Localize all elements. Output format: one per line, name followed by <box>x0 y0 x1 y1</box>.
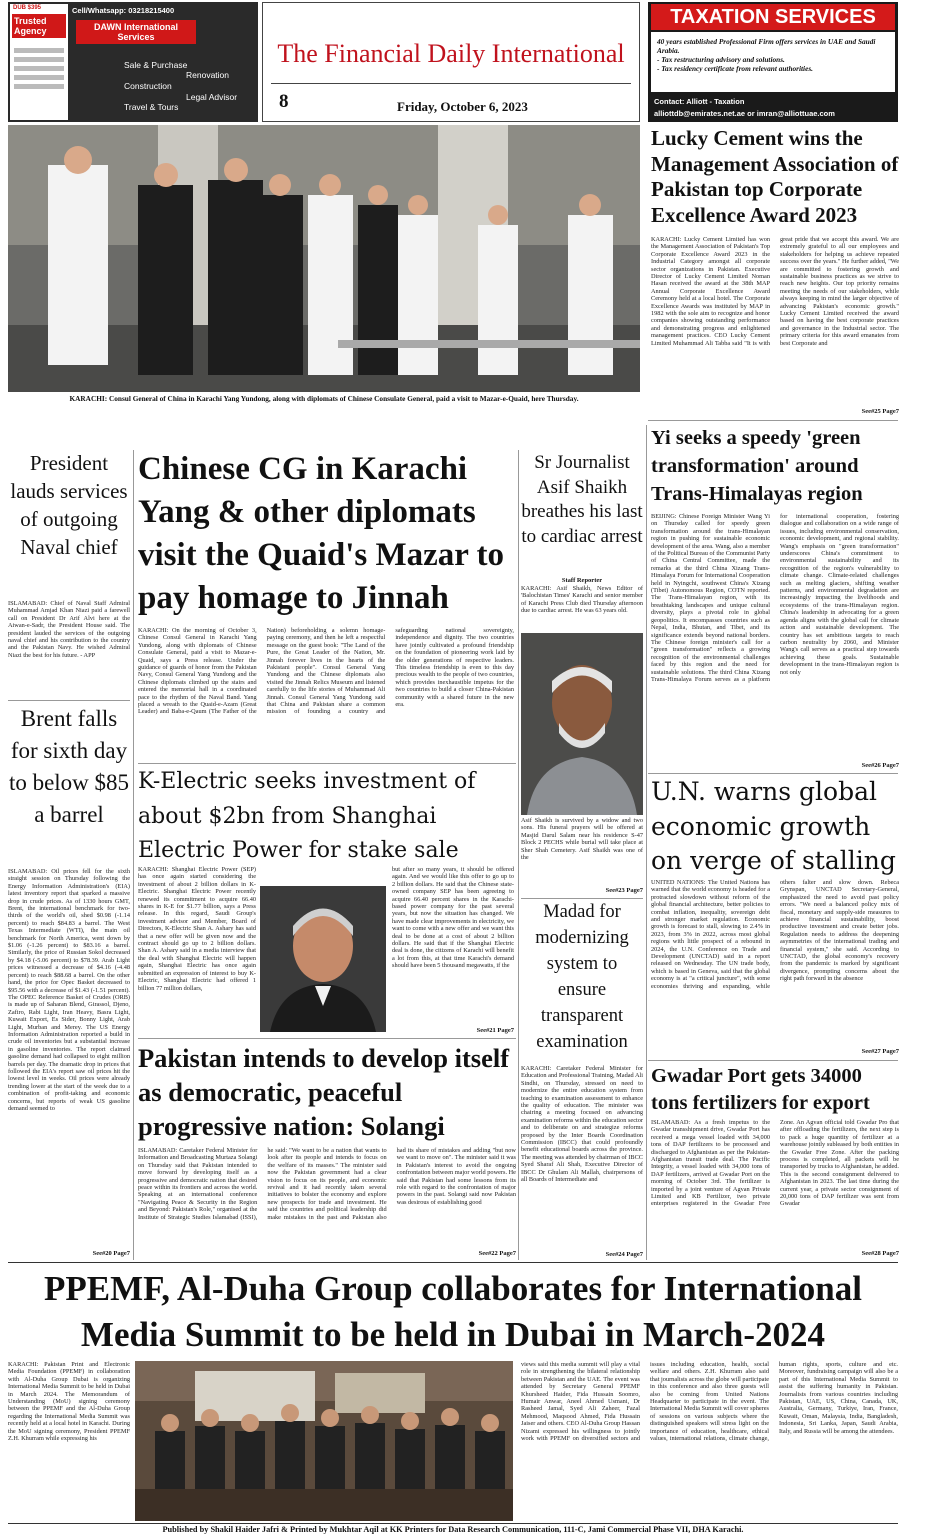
naval-chief-body: ISLAMABAD: Chief of Naval Staff Admiral Muhammad Amjad Khan Niazi paid a farewell call on President Dr Arif Alvi here at the Aiwan-e-Sadr, the President House said. The president lauded the services of the outgoing naval chief and his contribution to the country and the Pakistan Navy. He wished Admiral Niazi the best for his future. - APP <box>8 600 130 659</box>
brent-body: ISLAMABAD: Oil prices fell for the sixth straight session on Thursday following the Energy Information Administration's (EIA) latest inventory report that sparked a massive drop in crude prices. As of 1330 hours GMT, Brent, the international benchmark for two-thirds of the world's oil, shed $0.98 (-1.14 percent) to reach $84.83 a barrel. The West Texas Intermediate (WTI), the main oil benchmark for North America, went down by $1.06 (-1.26 percent) to $83.16 a barrel. Similarly, the price of Russian Sokol decreased by $4.18 (-5.06 percent) to $78.39. Arab Light prices witnessed a decrease of $4.16 (-4.48 percent) to reach $88.68 a barrel. On the other hand, the price for Opec Basket decreased to $95.56 with a decrease of $1.43 (-1.51 percent). The OPEC Reference Basket of Crudes (ORB) is made up of Saharan Blend, Girassol, Djeno, Zafiro, Rabi Light, Iran Heavy, Basra Light, Kuwait Export, Es Sider, Bonny Light, Arab Light, Murban and Merey. The US Energy Information Administration reported a build in crude oil inventories but a substantial increase in gasoline inventories. The report claimed gasoline demand had collapsed to eight million barrels per day. The dramatic drop in prices that followed the EIA's report saw oil prices hit the lowest level in weeks. Oil prices were already trending lower at the start of the week due to a combination of profit-taking and economic concerns, but reports of weak US gasoline demand seemed to <box>8 868 130 1112</box>
chinese-cg-body: KARACHI: On the morning of October 3, Chinese Consul General in Karachi Yang Yundong, along with diplomats of Chinese Consulate General, paid a visit to Mazar-e-Quaid, says a Press release. Under the guidance of guards of honor from the Pakistan Navy, Consul General Yang Yundong and the Chinese diplomats climbed up the stairs and entered the memorial hall in a coordinated pace to the rhythm of the Naval Band. Yang placed a wreath to the Quaid-e-Azam (Great Leader) and Baba-e-Qaum (The Father of the Nation) beforeholding a solemn homage-paying ceremony, and then he left a respectful message on the guest book: "The Land of the Pure, the Great Leader of the Nation, Mr. Jinnah forever lives in the hearts of the Pakistani people". Consul General Yang Yundong and the Chinese diplomats also visited the Jinnah Relics Museum and listened carefully to the life stories of Muhammad Ali Jinnah. Consul General Yang Yundong said that China and Pakistan share a common mission of founding a country and safeguarding national sovereignty, independence and dignity. The two countries have jointly cultivated a profound friendship on the foundation of pioneering work laid by the older generations of respective leaders. This timeless friendship is even to this day precious wealth to the people of two countries, which provides inexhaustible impetus for the two countries to build a closer China-Pakistan community with a shared future in the new era. <box>138 627 514 716</box>
solangi-headline: Pakistan intends to develop itself as democratic, peaceful progressive nation: Solangi <box>138 1043 510 1141</box>
divider <box>8 700 130 701</box>
k-electric-headline: K-Electric seeks investment of about $2bn from Shanghai Electric Power for stake sale <box>138 769 476 863</box>
ad-whatsapp-contact: Cell/Whatsapp: 03218215400 <box>72 6 175 15</box>
main-photo-diplomats <box>8 125 640 392</box>
portrait-illustration <box>521 633 643 815</box>
newspaper-title: The Financial Daily International <box>277 39 625 68</box>
tax-line-3: - Tax residency certificate from relevant authorities. <box>657 64 813 73</box>
ad-contact-icons <box>14 48 64 89</box>
ppemf-body-right: views said this media summit will play a vital role in strengthening the bilateral relationship between Pakistan and the UAE. The event was attended by Secretary General PPEMF Khursheed Haider, Fida Hussain Soomro, Humair Anwar, Aneel Ahmed Usmani, Dr Rasheed Jamal, Syed Ali Zaheer, Fazal Mehmood, Maqsood Ahmed, Fida Hussain Jaiser and others. CEO Al-Duha Group Hassan Nizami expressed his willingness to jointly work with PPEMF on diversified sectors and issues including education, health, social welfare and others. Z.H. Khurram also said that journalists across the globe will participate in this conference and also three guests will also be coming from United Nations Headquarter to participate in the event. The International Media Summit will cover spheres of sessions on various subjects where the distinguished speakers will stress light on the importance of education, healthcare, ethical values, international relations, climate change, human rights, sports, culture and etc. Moreover, fundraising campaign will also be a part of this International Media Summit to assist the suffering humanity in Pakistan. Journalists from various countries including Pakistan, UAE, US, China, Canada, UK, Australia, Germany, Turkiye, Iran, France, Kuwait, Oman, Malaysia, India, Bangladesh, Indonesia, Sri Lanka, Japan, Saudi Arabia, Italy, and Russia will be among the attendees. <box>521 1361 898 1443</box>
ad-taxation-services[interactable] <box>648 2 898 122</box>
main-photo-caption: KARACHI: Consul General of China in Karachi Yang Yundong, along with diplomats of Chinese Consulate General, paid a visit to Mazar-e-Quaid, here Thursday. <box>69 394 579 403</box>
yi-headline: Yi seeks a speedy 'green transformation' around Trans-Himalayas region <box>651 427 863 505</box>
ad-service-3: Construction <box>124 81 172 91</box>
ad-service-2: Renovation <box>186 70 230 80</box>
un-body: UNITED NATIONS: The United Nations has warned that the world economy is headed for a protracted slowdown without reform of the global financial architecture, better policies to combat inflation, inequality, sovereign debt and stronger market regulation. Economic growth is forecast to stall, slowing to 2.4% in 2023, from 3% in 2022, across most global regions with little prospect of a rebound in 2024, the U.N. Conference on Trade and Development (UNCTAD) said in a report released on Wednesday. The UN trade body, which is based in Geneva, said that the global economy is at "a critical juncture", with some economies thriving and expanding, while others falter and slow down. Rebeca Grynspan, UNCTAD Secretary-General, emphasized the need to avoid past policy errors. "We need a balanced policy mix of fiscal, monetary and supply-side measures to achieve financial sustainability, boost productive investment and create better jobs. Regulation needs to address the deepening asymmetries of the international trading and financial system," she said. According to UNCTAD, the global economy's recovery from the pandemic is marked by significant divergence, prompting concerns about the right path forward in the absence <box>651 879 899 990</box>
divider <box>8 1262 898 1263</box>
journalist-asif-shaikh-photo <box>521 633 643 815</box>
tax-line-1: 40 years established Professional Firm offers services in UAE and Saudi Arabia. <box>657 37 876 55</box>
ad-brand-box <box>10 4 68 120</box>
journalist-byline: Staff Reporter <box>561 577 603 584</box>
ad-brand-name: Trusted Agency <box>12 14 66 38</box>
solangi-body: ISLAMABAD: Caretaker Federal Minister for Information and Broadcasting Murtaza Solangi on Thursday said that Pakistan intended to move forward by developing itself as a progressive and democratic nation that desired peace within its frontiers and across the world. Speaking at an international conference "Navigating Peace & Security in the Region and Beyond: Pakistan's Role," organised at the Institute of Strategic Studies Islamabad (ISSI), he said: "We want to be a nation that wants to look after its people and intends to focus on the welfare of its masses." The minister said now the Pakistan government had a clear vision to focus on its people, and economic revival and it had recently taken several initiatives to bolster the economy and explore new prospects for trade and investment. He said the countries and political leadership did make mistakes in the past and Pakistan also had its share of mistakes and adding "but now we want to move on". The minister said it was in Pakistan's interest to avoid the ongoing confrontation between major world powers. He said that Pakistan had some lessons from its role with regard to the confrontation of major powers in the past. Solangi said now Pakistan was desirous of establishing good <box>138 1147 516 1221</box>
ad-service-4: Legal Advisor <box>186 92 238 102</box>
ad-price-tag: DUB $395 <box>13 5 42 11</box>
journalist-continued: See#23 Page7 <box>605 887 643 894</box>
tax-email[interactable]: alliottdb@emirates.net.ae or imran@alliottuae.com <box>654 109 835 118</box>
ad-service-1: Sale & Purchase <box>124 60 188 70</box>
gwadar-headline: Gwadar Port gets 34000 tons fertilizers for export <box>651 1065 870 1114</box>
un-continued: See#27 Page7 <box>861 1048 899 1055</box>
k-electric-continued: See#21 Page7 <box>476 1027 514 1034</box>
k-electric-advisor-photo <box>260 886 386 1032</box>
divider <box>8 1523 898 1524</box>
ppemf-headline-line-1: PPEMF, Al-Duha Group collaborates for International <box>44 1269 862 1308</box>
journalist-body-continued: Asif Shaikh is survived by a widow and two sons. His funeral prayers will be offered at Masjid Darul Salam near his residence S-47 Block 2 PECHS while burial will take place at Sher Shah Cemetery. Asif Shaikh was one of the <box>521 817 643 862</box>
gwadar-continued: See#28 Page7 <box>861 1250 899 1257</box>
ppemf-mou-signing-photo <box>135 1361 513 1521</box>
divider <box>648 420 898 421</box>
k-electric-body-a: KARACHI: Shanghai Electric Power (SEP) has once again started considering the investment of about 2 billion dollars in K-Electric. Shanghai Electric Power recently renewed its commitment to acquire 66.40 shares in K-E for $1.77 billion, says a Press release. In this regard, Saudi Group's investment advisor and Member, Board of Directors, K-Electric Shan A. Ashary has said that a new offer will be given now and the contract should go up to 2 billion dollars. Shan A. Ashary said in a media interview that the deal with Shanghai Electric will happen again, Shanghai Electric has once again submitted an expression of interest to buy K-Electric, Shanghai Electric had offered 1 billion 77 million dollars, <box>138 866 256 992</box>
divider <box>648 1060 898 1061</box>
solangi-continued: See#22 Page7 <box>478 1250 516 1257</box>
portrait-illustration <box>260 886 386 1032</box>
page-number: 8 <box>279 91 289 112</box>
diplomats-photo-illustration <box>8 125 640 392</box>
divider <box>648 773 898 774</box>
divider <box>518 450 519 1260</box>
yi-continued: See#26 Page7 <box>861 762 899 769</box>
naval-chief-headline: President lauds services of outgoing Naval chief <box>10 451 128 559</box>
tax-title: TAXATION SERVICES <box>651 4 895 30</box>
yi-body: BEIJING: Chinese Foreign Minister Wang Yi on Thursday called for speedy green transformation around the trans-Himalayan region in pushing for sustainable economic development of the area. Wang, also a member of the Political Bureau of the Communist Party of China Central Committee, made the remarks at the third China Xizang Trans-Himalaya Forum for International Cooperation held in Nyingchi, southwest China's Xizang (Tibet) Autonomous Region, COTN reported. The Trans-Himalayan region, with its breathtaking landscapes and unique cultural diversity, plays a pivotal role in global geopolitics. It encompasses countries such as Nepal, India, Bhutan, and Tibet, and its significance extends beyond national borders. The Chinese foreign minister's call for a "green transformation" reflects a growing recognition of the environmental challenges faced by this region and the need for sustainable solutions. The third China Xizang Trans-Himalaya Forum serves as a platform for international cooperation, fostering dialogue and collaboration on a wide range of issues, including environmental conservation, economic development, and regional stability. Wang's emphasis on "green transformation" underscores China's commitment to environmental sustainability and its recognition of the region's vulnerability to climate change. Climate-related challenges such as melting glaciers, shifting weather patterns, and environmental degradation are increasingly impacting the livelihoods and ecosystems of the trans-Himalayan region. China's leadership in advocating for a green agenda aligns with the global call for climate action and sustainable development. The country has set ambitious targets to reach carbon neutrality by 2060, and Minister Wang's call serves as a practical step towards achieving these goals. Sustainable development in the trans-Himalayan region is not only <box>651 513 899 683</box>
tax-contact: Contact: Alliott - Taxation <box>654 97 745 106</box>
lucky-cement-headline: Lucky Cement wins the Management Association of Pakistan top Corporate Excellence Award 2023 <box>651 126 899 227</box>
madad-headline: Madad for modernizing system to ensure transparent examination <box>535 902 629 1052</box>
journalist-body: KARACHI: Asif Shaikh, News Editor of 'Balochistan Times' Karachi and senior member of Karachi Press Club died Thursday afternoon due to cardiac arrest. He was 63 years old. <box>521 585 643 615</box>
brent-continued: See#20 Page7 <box>92 1250 130 1257</box>
divider <box>646 425 647 1260</box>
lucky-cement-body: KARACHI: Lucky Cement Limited has won the Management Association of Pakistan's Top Corporate Excellence Award 2023 in the Industrial Category amongst all corporate sector organizations in Pakistan. Executive Director of Lucky Cement Limited Noman Hasan received the award at the 38th MAP Annual Corporate Excellence Award Ceremony held at a local hotel. The Corporate Excellence Awards was instituted by MAP in 1982 with the sole aim to recognize and honor companies showing outstanding performance and demonstrating progress and enlightened management practices. CEO Lucky Cement Limited Muhammad Ali Tabba said "It is with great pride that we accept this award. We are extremely grateful to all our employees and stakeholders for helping us achieve repeated success over the years." He further added, "We are committed to fostering growth and sustainable business practices as we strive to reach new heights. Our top priority remains meeting the needs of our stakeholders, while always keeping in mind the larger objective of advancing Pakistan's economic growth." Lucky Cement Limited received the award based on having the best corporate practices and governance in the Industrial sector. The primary criteria for this award emanates from best Corporate and <box>651 236 899 347</box>
un-headline: U.N. warns global economic growth on verge of stalling <box>651 777 896 875</box>
publisher-footer: Published by Shakil Haider Jafri & Printed by Mukhtar Aqil at KK Printers for Data Research Communication, 111-C, Jami Commercial Phase VII, DHA Karachi. <box>162 1525 744 1534</box>
divider <box>133 450 134 1260</box>
k-electric-body-b: but after so many years, it should be offered again. And we would like this offer to go up to 2 billion dollars. He said that the Chinese state-owned company SEP has been agreeing to acquire 66.40 percent shares in the Karachi-based power company for the past several years, but now the situation has changed. We have made clear improvements in electricity, we want to come with a new offer and we want this deal to be done at a cost of about 2 billion dollars. He said that if the Shanghai Electric deal is done, the citizens of Karachi will benefit a lot from this, at that time Karachi's demand should have been 5 thousand megawatts, if the <box>392 866 514 970</box>
issue-date: Friday, October 6, 2023 <box>397 99 528 114</box>
ad-dawn-international[interactable] <box>8 2 258 122</box>
journalist-headline: Sr Journalist Asif Shaikh breathes his last to cardiac arrest <box>521 452 643 547</box>
signing-ceremony-illustration <box>135 1361 513 1521</box>
ppemf-body-left: KARACHI: Pakistan Print and Electronic Media Foundation (PPEMF) in collaboration with Al-Duha Group Dubai is organizing International Media Summit to be held in Dubai in March 2024. The Memorandum of Understanding (MoU) signing ceremony between the PPEMF and the Al-Duha Group regarding the International Media Summit was recently held at a local hotel in Karachi. During the MoU signing ceremony, President PPEMF Z.H. Khurram while expressing his <box>8 1361 130 1443</box>
divider <box>138 763 516 764</box>
ppemf-headline-line-2: Media Summit to be held in Dubai in March-2024 <box>80 1315 826 1354</box>
chinese-cg-headline: Chinese CG in Karachi Yang & other diplomats visit the Quaid's Mazar to pay homage to Jinnah <box>138 451 505 616</box>
divider <box>138 1038 516 1039</box>
madad-continued: See#24 Page7 <box>605 1251 643 1258</box>
brent-headline: Brent falls for sixth day to below $85 a barrel <box>8 706 130 827</box>
madad-body: KARACHI: Caretaker Federal Minister for Education and Professional Training, Madad Ali Sindhi, on Thursday, stressed on need to modernize the entire education system from teaching to examination assessment to enhance the quality of education. The minister was chairing a meeting focused on advancing examination reforms within the education sector and to deliberate on and strategize reforms proposed by the Inter Boards Coordination Commission (IBCC) that could profoundly benefit educational boards across the province. The meeting was attended by chairman of IBCC Syed Sharaf Ali Shah, Executive Director of IBCC Dr Ghulam Ali Mallah, chairpersons of all Boards of Intermediate and <box>521 1065 643 1184</box>
tax-offer-box <box>651 32 895 92</box>
ad-service-5: Travel & Tours <box>124 102 179 112</box>
newspaper-title-box <box>262 2 640 122</box>
tax-line-2: - Tax restructuring advisory and solutions. <box>657 55 785 64</box>
title-rule <box>271 83 631 84</box>
lucky-cement-continued: See#25 Page7 <box>861 408 899 415</box>
ad-company-name: DAWN International Services <box>76 20 196 44</box>
gwadar-body: ISLAMABAD: As a fresh impetus to the Gwadar transshipment drive, Gwadar Port has received a mega vessel loaded with 34,000 tons of DAP fertilizers to be processed and discharged to Afghanistan as per the Pakistan-Afghanistan transit trade deal. The Pacific Integrity, a vessel loaded with 34,000 tons of DAP fertilizers, arrived at Gwadar Port on the morning of October 3rd. The fertilizer is imported by a joint venture of Agvan Private Limited and KB Fertilizer, two private enterprises registered in the Gwadar Free Zone. An Agvan official told Gwadar Pro that after offloading the fertilizers, the next step is to pack a huge quantity of fertilizer at a warehouse jointly subleased by both entities in the Gwadar Free Zone. After the packing process is completed, all packets will be transported by trucks to Afghanistan, he added. This is the second consignment delivered to Afghanistan in 2023. The last time during the current year, a private sector consignment of 20,000 tons of DAP fertilizer was sent from Gwadar <box>651 1119 899 1208</box>
